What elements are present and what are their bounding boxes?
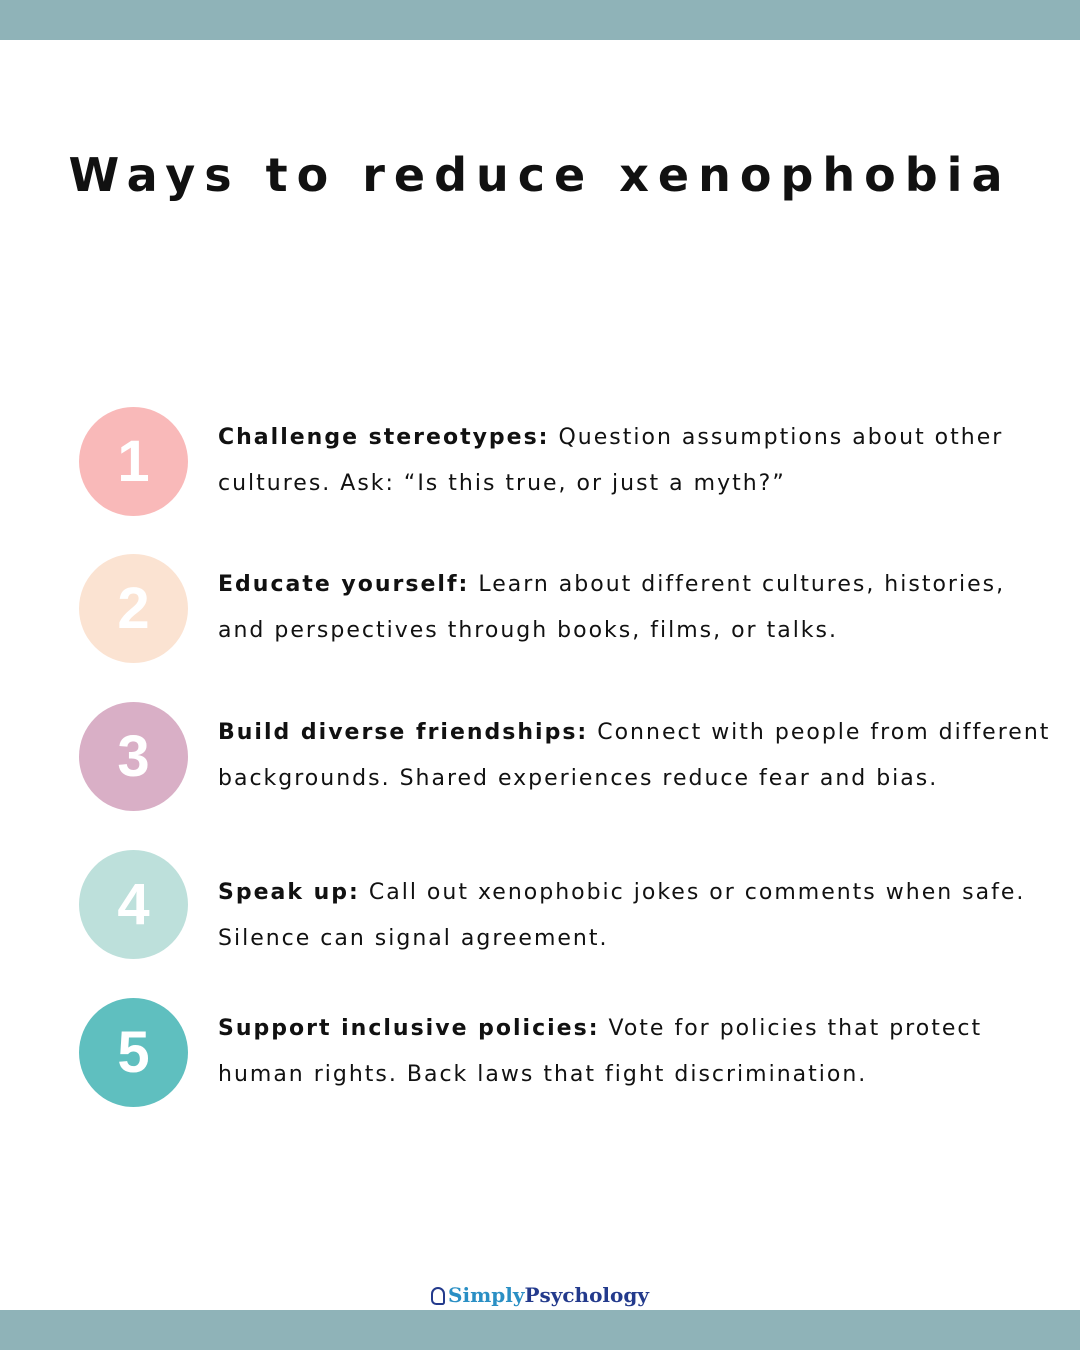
simplypsychology-logo bbox=[0, 1283, 1080, 1307]
item-label: Educate yourself: bbox=[218, 572, 470, 597]
page-title: Ways to reduce xenophobia bbox=[68, 148, 1012, 202]
number-badge: 5 bbox=[79, 998, 188, 1107]
head-icon bbox=[431, 1287, 445, 1305]
item-description: Connect with people from different backgrounds. Shared experiences reduce fear and bias. bbox=[218, 720, 1051, 791]
bottom-banner-bar bbox=[0, 1310, 1080, 1350]
number-badge: 4 bbox=[79, 850, 188, 959]
logo-part1: Simply bbox=[448, 1283, 525, 1307]
logo-part2: Psychology bbox=[524, 1283, 649, 1307]
item-description: Vote for policies that protect human rights. Back laws that fight discrimination. bbox=[218, 1016, 983, 1087]
number-badge: 2 bbox=[79, 554, 188, 663]
item-label: Challenge stereotypes: bbox=[218, 425, 550, 450]
item-description: Question assumptions about other cultures. Ask: “Is this true, or just a myth?” bbox=[218, 425, 1004, 496]
item-description: Learn about different cultures, histories, and perspectives through books, films, or talks. bbox=[218, 572, 1006, 643]
number-badge: 1 bbox=[79, 407, 188, 516]
number-badge: 3 bbox=[79, 702, 188, 811]
item-description: Call out xenophobic jokes or comments when safe. Silence can signal agreement. bbox=[218, 880, 1026, 951]
item-label: Build diverse friendships: bbox=[218, 720, 589, 745]
item-text bbox=[218, 870, 1058, 962]
item-text bbox=[218, 562, 1058, 654]
item-label: Speak up: bbox=[218, 880, 360, 905]
item-text bbox=[218, 1006, 1058, 1098]
item-text bbox=[218, 710, 1058, 802]
item-label: Support inclusive policies: bbox=[218, 1016, 600, 1041]
top-banner-bar bbox=[0, 0, 1080, 40]
item-text bbox=[218, 415, 1058, 507]
